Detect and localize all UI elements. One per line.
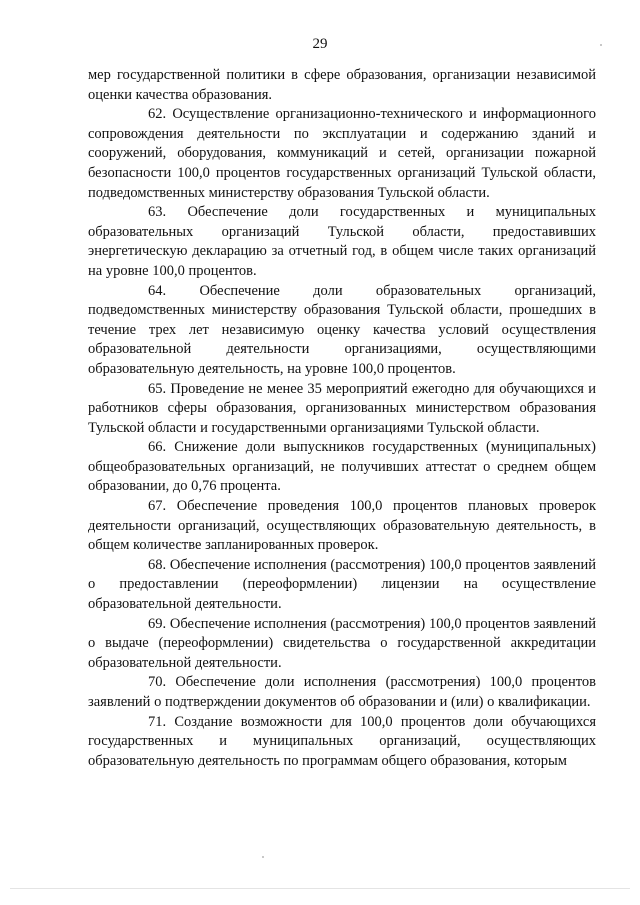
- scan-edge-line: [10, 888, 630, 889]
- document-body: [88, 66, 596, 771]
- paragraph-item-70: 70. Обеспечение доли исполнения (рассмотрения) 100,0 процентов заявлений о подтверждении документов об образовании и (или) о квалификации.: [88, 674, 596, 710]
- paragraph-item-65: 65. Проведение не менее 35 мероприятий ежегодно для обучающихся и работников сферы образования, организованных министерством образования Тульской области и государственными организациями Тульской области.: [88, 380, 596, 436]
- paragraph-item-67: 67. Обеспечение проведения 100,0 процентов плановых проверок деятельности организаций, осуществляющих образовательную деятельность, в общем количестве запланированных проверок.: [88, 498, 596, 554]
- paragraph-continuation: мер государственной политики в сфере образования, организации независимой оценки качества образования.: [88, 67, 596, 103]
- paragraph-item-62: 62. Осуществление организационно-технического и информационного сопровождения деятельности по эксплуатации и содержанию зданий и сооружений, оборудования, коммуникаций и сетей, организации пожарной безопасности 100,0 процентов государственных организаций Тульской области, подведомственных министерству образования Тульской области.: [88, 106, 596, 201]
- paragraph-item-68: 68. Обеспечение исполнения (рассмотрения) 100,0 процентов заявлений о предоставлении (переоформлении) лицензии на осуществление образовательной деятельности.: [88, 556, 596, 613]
- paragraph-item-71: 71. Создание возможности для 100,0 процентов доли обучающихся государственных и муниципальных организаций, осуществляющих образовательную деятельность по программам общего образования, которым: [88, 713, 596, 769]
- page-number: 29: [312, 36, 328, 52]
- paragraph-item-63: 63. Обеспечение доли государственных и муниципальных образовательных организаций Тульской области, предоставивших энергетическую декларацию за отчетный год, в общем числе таких организаций на уровне 100,0 процентов.: [88, 204, 596, 279]
- paragraph-item-66: 66. Снижение доли выпускников государственных (муниципальных) общеобразовательных организаций, не получивших аттестат о среднем общем образовании, до 0,76 процента.: [88, 439, 596, 495]
- scan-speck: [262, 856, 264, 858]
- paragraph-item-69: 69. Обеспечение исполнения (рассмотрения) 100,0 процентов заявлений о выдаче (переоформлении) свидетельства о государственной аккредитации образовательной деятельности.: [88, 615, 596, 671]
- scan-speck: [600, 44, 602, 46]
- paragraph-item-64: 64. Обеспечение доли образовательных организаций, подведомственных министерству образования Тульской области, прошедших в течение трех лет независимую оценку качества условий осуществления образовательной деятельности организациями, осуществляющими образовательную деятельность, на уровне 100,0 процентов.: [88, 282, 596, 377]
